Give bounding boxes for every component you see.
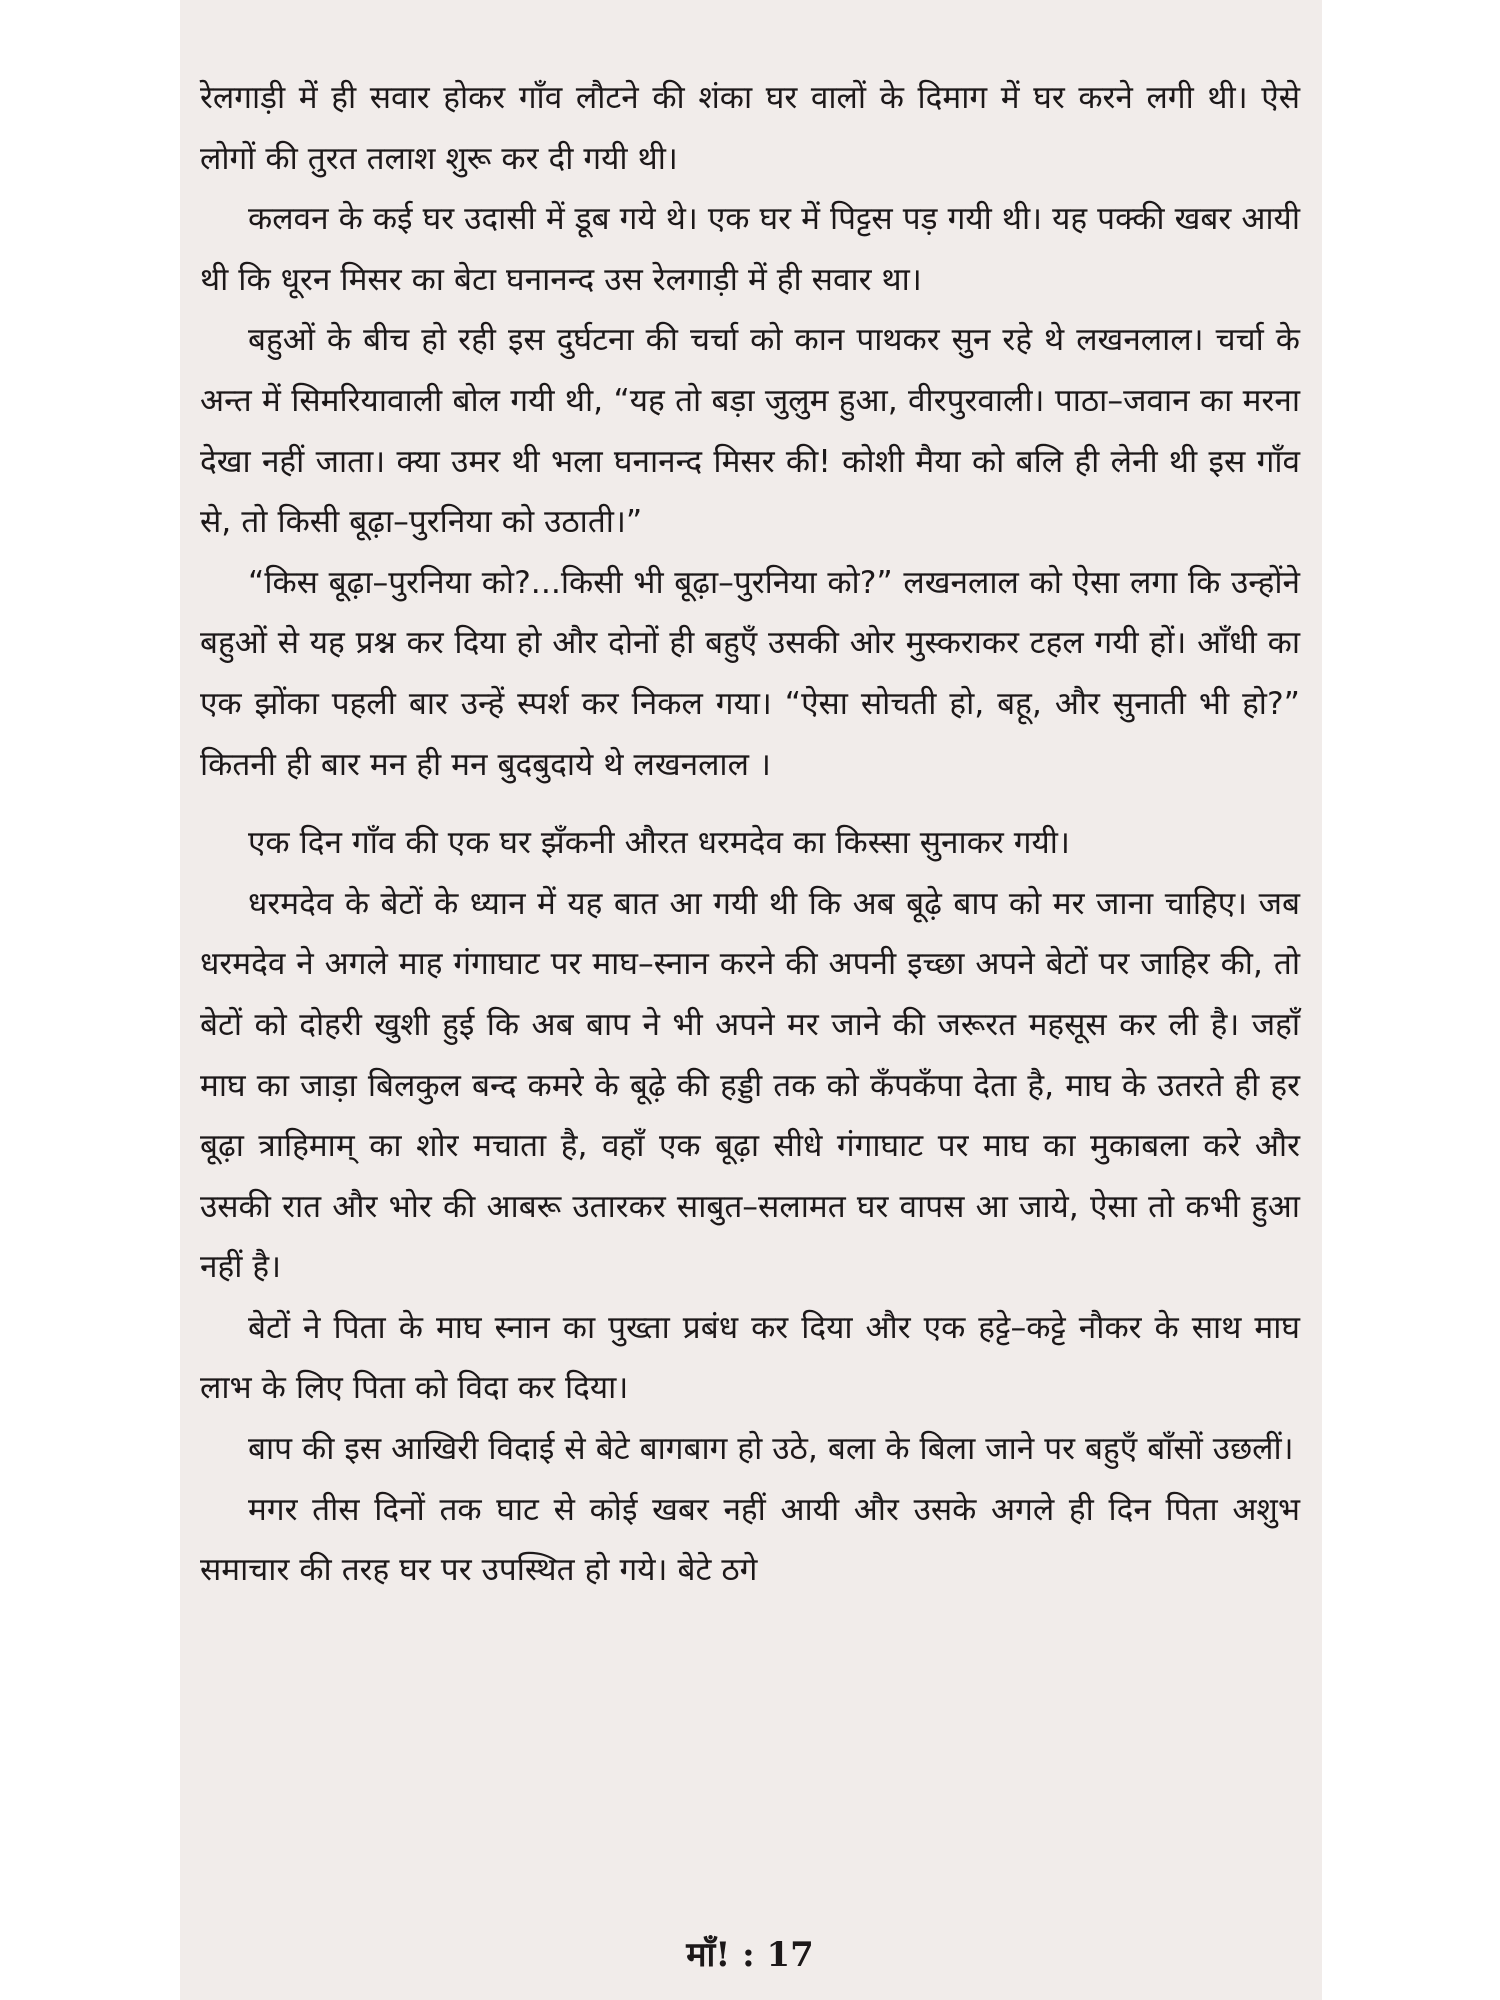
paragraph: बहुओं के बीच हो रही इस दुर्घटना की चर्चा को कान पाथकर सुन रहे थे लखनलाल। चर्चा के अन्त में सिमरियावाली बोल गयी थी, “यह तो बड़ा जुलुम हुआ, वीरपुरवाली। पाठा–जवान का मरना देखा नहीं जाता। क्या उमर थी भला घनानन्द मिसर की! कोशी मैया को बलि ही लेनी थी इस गाँव से, तो किसी बूढ़ा–पुरनिया को उठाती।” (200, 322, 1300, 541)
paragraph: “किस बूढ़ा–पुरनिया को?...किसी भी बूढ़ा–पुरनिया को?” लखनलाल को ऐसा लगा कि उन्होंने बहुओं से यह प्रश्न कर दिया हो और दोनों ही बहुएँ उसकी ओर मुस्कराकर टहल गयी हों। आँधी का एक झोंका पहली बार उन्हें स्पर्श कर निकल गया। “ऐसा सोचती हो, बहू, और सुनाती भी हो?” कितनी ही बार मन ही मन बुदबुदाये थे लखनलाल । (200, 564, 1300, 783)
paragraph: रेलगाड़ी में ही सवार होकर गाँव लौटने की शंका घर वालों के दिमाग में घर करने लगी थी। ऐसे लोगों की तुरत तलाश शुरू कर दी गयी थी। (200, 80, 1300, 177)
paragraph: बाप की इस आखिरी विदाई से बेटे बागबाग हो उठे, बला के बिला जाने पर बहुएँ बाँसों उछलीं। (248, 1431, 1294, 1468)
paragraph: मगर तीस दिनों तक घाट से कोई खबर नहीं आयी और उसके अगले ही दिन पिता अशुभ समाचार की तरह घर पर उपस्थित हो गये। बेटे ठगे (200, 1491, 1300, 1589)
page-footer: माँ! : 17 (686, 1935, 814, 1975)
paragraph: एक दिन गाँव की एक घर झँकनी औरत धरमदेव का किस्सा सुनाकर गयी। (248, 825, 1070, 862)
paragraph: बेटों ने पिता के माघ स्नान का पुख्ता प्रबंध कर दिया और एक हट्टे–कट्टे नौकर के साथ माघ लाभ के लिए पिता को विदा कर दिया। (200, 1309, 1300, 1407)
paragraph: कलवन के कई घर उदासी में डूब गये थे। एक घर में पिट्टस पड़ गयी थी। यह पक्की खबर आयी थी कि धूरन मिसर का बेटा घनानन्द उस रेलगाड़ी में ही सवार था। (200, 201, 1300, 298)
paragraph: धरमदेव के बेटों के ध्यान में यह बात आ गयी थी कि अब बूढ़े बाप को मर जाना चाहिए। जब धरमदेव ने अगले माह गंगाघाट पर माघ–स्नान करने की अपनी इच्छा अपने बेटों पर जाहिर की, तो बेटों को दोहरी खुशी हुई कि अब बाप ने भी अपने मर जाने की जरूरत महसूस कर ली है। जहाँ माघ का जाड़ा बिलकुल बन्द कमरे के बूढ़े की हड्डी तक को कँपकँपा देता है, माघ के उतरते ही हर बूढ़ा त्राहिमाम् का शोर मचाता है, वहाँ एक बूढ़ा सीधे गंगाघाट पर माघ का मुकाबला करे और उसकी रात और भोर की आबरू उतारकर साबुत–सलामत घर वापस आ जाये, ऐसा तो कभी हुआ नहीं है। (200, 885, 1300, 1286)
body-text (200, 68, 1300, 1601)
